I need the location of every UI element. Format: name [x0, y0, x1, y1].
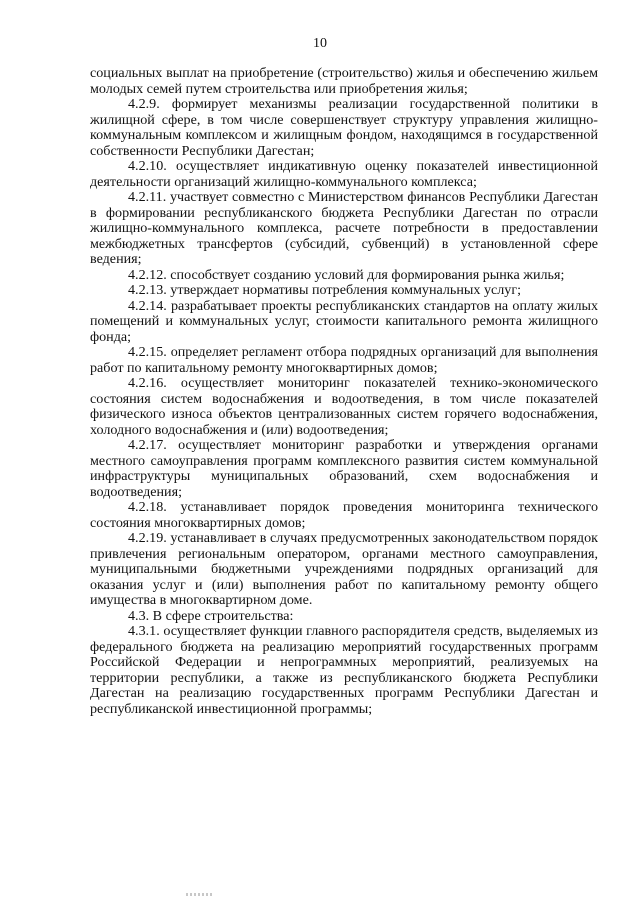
paragraph-4-2-13: 4.2.13. утверждает нормативы потребления коммунальных услуг; — [128, 282, 522, 298]
paragraph-4-2-10: 4.2.10. осуществляет индикативную оценку показателей инвестиционной деятельности организаций жилищно-коммунального комплекса; — [90, 158, 598, 190]
page-number: 10 — [313, 36, 327, 51]
paragraph-4-2-16: 4.2.16. осуществляет мониторинг показателей технико-экономического состояния систем водоснабжения и водоотведения, в том числе показателей физического износа объектов централизованных систем горячего водоснабжения, холодного водоснабжения и (или) водоотведения; — [90, 375, 598, 438]
paragraph-4-2-11: 4.2.11. участвует совместно с Министерством финансов Республики Дагестан в формировании республиканского бюджета Республики Дагестан по отрасли жилищно-коммунального комплекса, расчете потребности в предоставлении межбюджетных трансфертов (субсидий, субвенций) в установленной сфере ведения; — [90, 189, 598, 267]
section-heading-4-3: 4.3. В сфере строительства: — [128, 607, 294, 624]
paragraph-4-2-9: 4.2.9. формирует механизмы реализации государственной политики в жилищной сфере, в том числе совершенствует структуру управления жилищно-коммунальным комплексом и жилищным фондом, находящимся в государственной собственности Республики Дагестан; — [90, 96, 598, 159]
paragraph-4-2-12: 4.2.12. способствует созданию условий для формирования рынка жилья; — [128, 266, 565, 283]
scan-artifact — [186, 893, 214, 896]
paragraph-4-2-18: 4.2.18. устанавливает порядок проведения мониторинга технического состояния многоквартирных домов; — [90, 499, 598, 531]
paragraph-4-2-17: 4.2.17. осуществляет мониторинг разработки и утверждения органами местного самоуправления программ комплексного развития систем коммунальной инфраструктуры муниципальных образований, схем водоснабжения и водоотведения; — [90, 437, 598, 500]
paragraph-4-2-15: 4.2.15. определяет регламент отбора подрядных организаций для выполнения работ по капитальному ремонту многоквартирных домов; — [90, 344, 598, 376]
paragraph-4-2-19: 4.2.19. устанавливает в случаях предусмотренных законодательством порядок привлечения региональным оператором, органами местного самоуправления, муниципальными бюджетными учреждениями подрядных организаций для оказания услуг и (или) выполнения работ по капитальному ремонту общего имущества в многоквартирном доме. — [90, 530, 598, 608]
paragraph-continuation: социальных выплат на приобретение (строительство) жилья и обеспечению жильем молодых семей путем строительства или приобретения жилья; — [90, 65, 598, 97]
document-body — [90, 66, 598, 717]
paragraph-4-2-14: 4.2.14. разрабатывает проекты республиканских стандартов на оплату жилых помещений и коммунальных услуг, стоимости капитального ремонта жилищного фонда; — [90, 297, 598, 345]
paragraph-4-3-1: 4.3.1. осуществляет функции главного распорядителя средств, выделяемых из федерального бюджета на реализацию мероприятий государственных программ Российской Федерации и непрограммных мероприятий, реализуемых на территории республики, а также из республиканского бюджета Республики Дагестан на реализацию государственных программ Республики Дагестан и республиканской инвестиционной программы; — [90, 623, 598, 717]
